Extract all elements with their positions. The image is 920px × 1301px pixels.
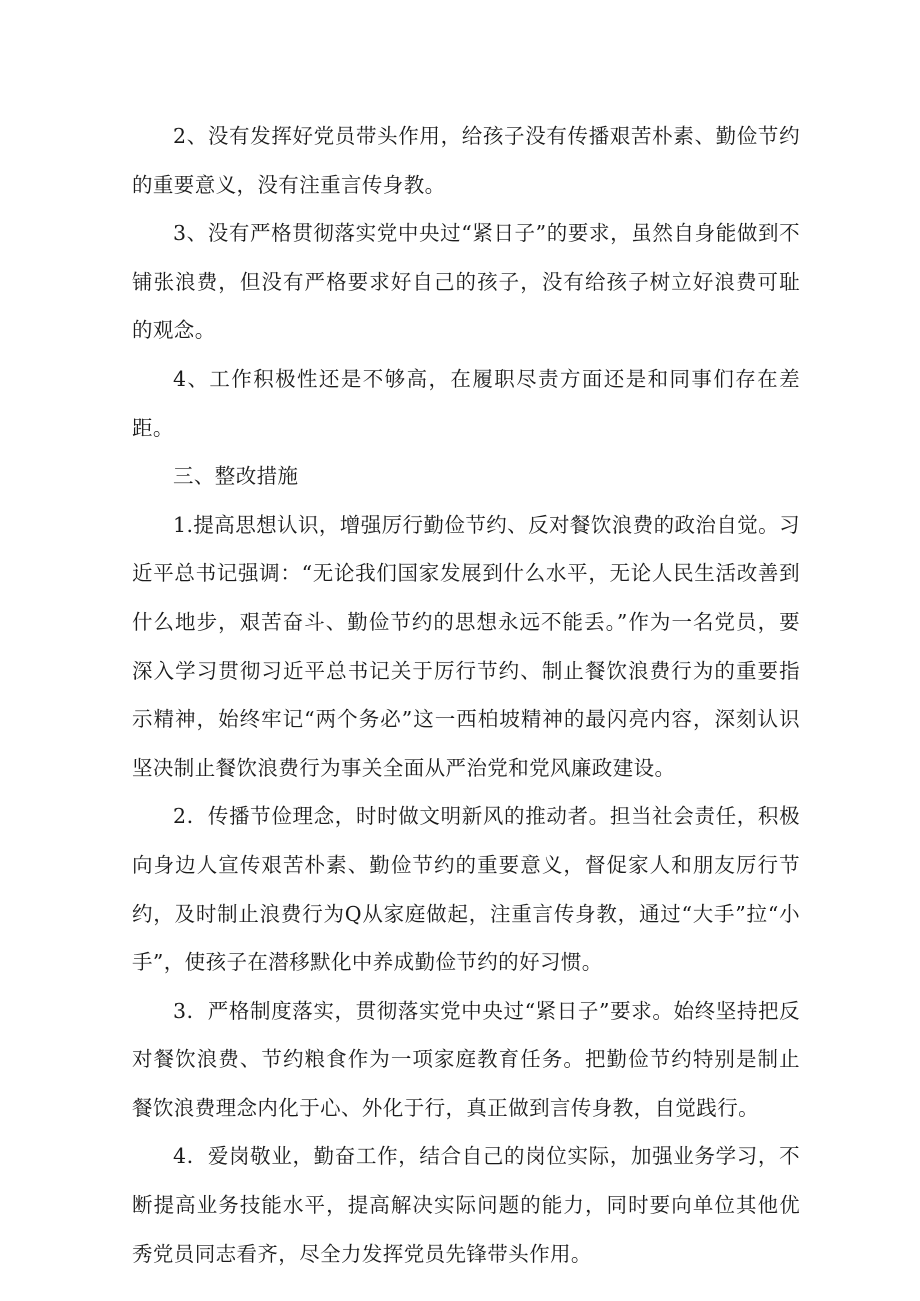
paragraph-item-3: 3、没有严格贯彻落实党中央过“紧日子”的要求，虽然自身能做到不铺张浪费，但没有严格要求好自己的孩子，没有给孩子树立好浪费可耻的观念。 (132, 221, 800, 343)
section-heading-rectification: 三、整改措施 (173, 464, 299, 489)
measure-paragraph-1: 1.提高思想认识，增强厉行勤俭节约、反对餐饮浪费的政治自觉。习近平总书记强调：“无论我们国家发展到什么水平，无论人民生活改善到什么地步，艰苦奋斗、勤俭节约的思想永远不能丢。”作为一名党员，要深入学习贯彻习近平总书记关于厉行节约、制止餐饮浪费行为的重要指示精神，始终牢记“两个务必”这一西柏坡精神的最闪亮内容，深刻认识坚决制止餐饮浪费行为事关全面从严治党和党风廉政建设。 (132, 512, 800, 780)
measure-paragraph-3: 3．严格制度落实，贯彻落实党中央过“紧日子”要求。始终坚持把反对餐饮浪费、节约粮食作为一项家庭教育任务。把勤俭节约特别是制止餐饮浪费理念内化于心、外化于行，真正做到言传身教，自觉践行。 (132, 998, 800, 1120)
measure-paragraph-2: 2．传播节俭理念，时时做文明新风的推动者。担当社会责任，积极向身边人宣传艰苦朴素、勤俭节约的重要意义，督促家人和朋友厉行节约，及时制止浪费行为Q从家庭做起，注重言传身教，通过“大手”拉“小手”，使孩子在潜移默化中养成勤俭节约的好习惯。 (132, 804, 800, 975)
paragraph-item-2: 2、没有发挥好党员带头作用，给孩子没有传播艰苦朴素、勤俭节约的重要意义，没有注重言传身教。 (132, 124, 800, 197)
document-body (132, 112, 800, 1278)
paragraph-item-4: 4、工作积极性还是不够高，在履职尽责方面还是和同事们存在差距。 (132, 366, 800, 440)
measure-paragraph-4: 4．爱岗敬业，勤奋工作，结合自己的岗位实际，加强业务学习，不断提高业务技能水平，提高解决实际问题的能力，同时要向单位其他优秀党员同志看齐，尽全力发挥党员先锋带头作用。 (132, 1144, 800, 1266)
